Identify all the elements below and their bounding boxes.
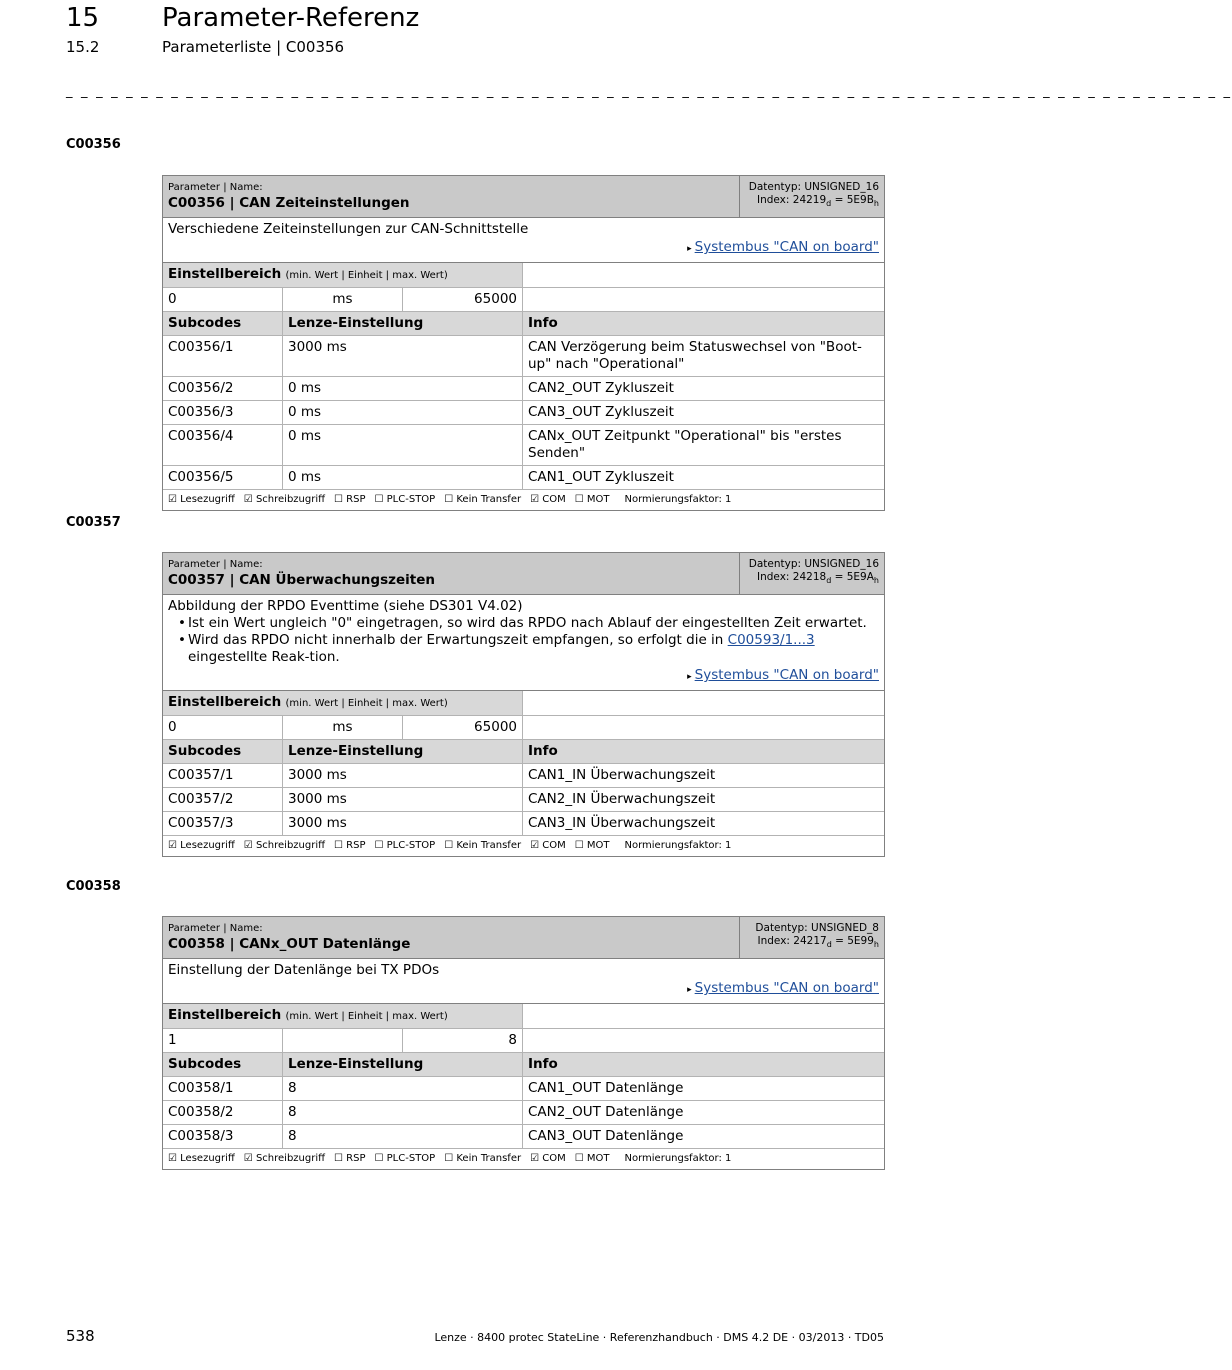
range-unit: ms [283,716,403,739]
link-arrow-icon: ▸ [687,672,692,682]
datatype: Datentyp: UNSIGNED_8 [755,922,879,934]
range-unit: ms [283,288,403,311]
access-flags: ☑ Lesezugriff ☑ Schreibzugriff ☐ RSP ☐ PLC-STOP ☐ Kein Transfer ☑ COM ☐ MOT Normierungsfaktor: 1 [168,494,732,505]
range-max: 65000 [403,288,523,311]
table-row: C00356/1 3000 ms CAN Verzögerung beim Statuswechsel von "Boot-up" nach "Operational" [163,336,884,377]
range-values [163,288,884,312]
range-values [163,1029,884,1053]
datatype: Datentyp: UNSIGNED_16 [748,558,879,570]
subcode-header-row: Subcodes Lenze-Einstellung Info [163,312,884,336]
section-number: 15.2 [66,38,100,56]
range-heading: Einstellbereich [168,694,282,710]
param-name-caption: Parameter | Name: [168,182,263,193]
table-row: C00358/2 8 CAN2_OUT Datenlänge [163,1101,884,1125]
range-values [163,716,884,740]
param-name: C00357 | CAN Überwachungszeiten [168,572,435,588]
param-anchor-label: C00357 [66,515,121,530]
table-row: C00358/1 8 CAN1_OUT Datenlänge [163,1077,884,1101]
systembus-link[interactable]: Systembus "CAN on board" [694,980,879,996]
table-row: C00357/1 3000 ms CAN1_IN Überwachungszeit [163,764,884,788]
table-row: C00357/3 3000 ms CAN3_IN Überwachungszeit [163,812,884,836]
chapter-number: 15 [66,3,100,33]
param-header [163,176,884,218]
param-header: Parameter | Name: C00357 | CAN Überwachungszeiten Datentyp: UNSIGNED_16 Index: $24218_d = 5E9A_h$ [163,553,884,595]
range-heading: Einstellbereich [168,266,282,282]
table-row: C00356/3 0 ms CAN3_OUT Zykluszeit [163,401,884,425]
header-divider: _ _ _ _ _ _ _ _ _ _ _ _ _ _ _ _ _ _ _ _ _ _ _ _ _ _ _ _ _ _ _ _ _ _ _ _ _ _ _ _ _ _ _ _ _ _ _ _ _ _ _ _ _ _ _ _ _ _ _ _ _ _ _ _ _ _ _ _ _ _ _ _ _ _ _ _ _ _ [66,84,1232,99]
param-name: C00356 | CAN Zeiteinstellungen [168,195,410,211]
page-footer: Lenze · 8400 protec StateLine · Referenzhandbuch · DMS 4.2 DE · 03/2013 · TD05 [434,1331,884,1344]
param-anchor-label: C00356 [66,137,121,152]
section-title: Parameterliste | C00356 [162,38,345,56]
param-header: Parameter | Name: C00358 | CANx_OUT Datenlänge Datentyp: UNSIGNED_8 Index: $24217_d = 5E99_h$ [163,917,884,959]
index: Index: $24219_d = 5E9B_h$ [756,194,879,209]
table-row: C00356/4 0 ms CANx_OUT Zeitpunkt "Operational" bis "erstes Senden" [163,425,884,466]
systembus-link[interactable]: Systembus "CAN on board" [694,667,879,683]
param-description: Abbildung der RPDO Eventtime (siehe DS301 V4.02) • Ist ein Wert ungleich "0" eingetragen, so wird das RPDO nach Ablauf der eingestellten Zeit erwartet. • Wird das RPDO nicht innerhalb der Erwartungszeit empfangen, so erfolgt die in C00593/1...3 eingestellte Reak-tion. ▸ Systembus "CAN on board" [163,595,884,691]
index: Index: $24217_d = 5E99_h$ [757,935,879,950]
subcode-header-row: Subcodes Lenze-Einstellung Info [163,740,884,764]
param-table-c00356: Parameter | Name: C00356 | CAN Zeiteinstellungen Datentyp: UNSIGNED_16 Index: $24219_d = 5E9B_h$ Verschiedene Zeiteinstellungen zur CAN-Schnittstelle ▸ Systembus "CAN on board" Einstellbereich (min. Wert | Einheit | max. Wert) 0 ms 65000 Subcodes Lenze-Einstellung Info C00356/1 3000 ms CAN Verzögerung beim Statuswechsel von "Boot-up" nach "Operational" C00356/2 0 ms CAN2_OUT Zykluszeit C00356/3 0 ms CAN3_OUT Zykluszeit C00356/4 0 ms CANx_OUT Zeitpunkt "Operational" bis "erstes Senden" C00356/5 0 ms CAN1_OUT Zykluszeit ☑ Lesezugriff ☑ Schreibzugriff ☐ RSP ☐ PLC-STOP ☐ Kein Transfer ☑ COM ☐ MOT Normierungsfaktor: 1 [162,175,885,511]
link-arrow-icon: ▸ [687,985,692,995]
index: Index: $24218_d = 5E9A_h$ [757,571,879,586]
subcode-header-row: Subcodes Lenze-Einstellung Info [163,1053,884,1077]
param-description: Verschiedene Zeiteinstellungen zur CAN-Schnittstelle ▸ Systembus "CAN on board" [163,218,884,263]
table-row: C00357/2 3000 ms CAN2_IN Überwachungszeit [163,788,884,812]
page-number: 538 [66,1327,95,1345]
table-row: C00356/2 0 ms CAN2_OUT Zykluszeit [163,377,884,401]
list-item: • Ist ein Wert ungleich "0" eingetragen, so wird das RPDO nach Ablauf der eingestellten Zeit erwartet. [178,615,879,632]
param-description: Einstellung der Datenlänge bei TX PDOs ▸ Systembus "CAN on board" [163,959,884,1004]
range-min: 0 [163,716,283,739]
range-min: 0 [163,288,283,311]
table-row: C00358/3 8 CAN3_OUT Datenlänge [163,1125,884,1149]
access-flags: ☑ Lesezugriff ☑ Schreibzugriff ☐ RSP ☐ PLC-STOP ☐ Kein Transfer ☑ COM ☐ MOT Normierungsfaktor: 1 [168,1153,732,1164]
list-item: • Wird das RPDO nicht innerhalb der Erwartungszeit empfangen, so erfolgt die in C00593/1...3 eingestellte Reak-tion. [178,632,879,666]
chapter-title: Parameter-Referenz [162,3,420,33]
param-table-c00358: Parameter | Name: C00358 | CANx_OUT Datenlänge Datentyp: UNSIGNED_8 Index: $24217_d = 5E99_h$ Einstellung der Datenlänge bei TX PDOs ▸ Systembus "CAN on board" Einstellbereich (min. Wert | Einheit | max. Wert) 1 8 Subcodes Lenze-Einstellung Info C00358/1 8 CAN1_OUT Datenlänge C00358/2 8 CAN2_OUT Datenlänge C00358/3 8 CAN3_OUT Datenlänge ☑ Lesezugriff ☑ Schreibzugriff ☐ RSP ☐ PLC-STOP ☐ Kein Transfer ☑ COM ☐ MOT Normierungsfaktor: 1 [162,916,885,1170]
range-max: 65000 [403,716,523,739]
param-name: C00358 | CANx_OUT Datenlänge [168,936,411,952]
param-table-c00357: Parameter | Name: C00357 | CAN Überwachungszeiten Datentyp: UNSIGNED_16 Index: $24218_d = 5E9A_h$ Abbildung der RPDO Eventtime (siehe DS301 V4.02) • Ist ein Wert ungleich "0" eingetragen, so wird das RPDO nach Ablauf der eingestellten Zeit erwartet. • Wird das RPDO nicht innerhalb der Erwartungszeit empfangen, so erfolgt die in C00593/1...3 eingestellte Reak-tion. ▸ Systembus "CAN on board" Einstellbereich (min. Wert | Einheit | max. Wert) 0 ms 65000 Subcodes Lenze-Einstellung Info C00357/1 3000 ms CAN1_IN Überwachungszeit C00357/2 3000 ms CAN2_IN Überwachungszeit C00357/3 3000 ms CAN3_IN Überwachungszeit ☑ Lesezugriff ☑ Schreibzugriff ☐ RSP ☐ PLC-STOP ☐ Kein Transfer ☑ COM ☐ MOT Normierungsfaktor: 1 [162,552,885,857]
range-unit [283,1029,403,1052]
datatype: Datentyp: UNSIGNED_16 [748,181,879,193]
link-arrow-icon: ▸ [687,244,692,254]
range-min: 1 [163,1029,283,1052]
systembus-link[interactable]: Systembus "CAN on board" [694,239,879,255]
range-heading: Einstellbereich [168,1007,282,1023]
access-flags: ☑ Lesezugriff ☑ Schreibzugriff ☐ RSP ☐ PLC-STOP ☐ Kein Transfer ☑ COM ☐ MOT Normierungsfaktor: 1 [168,840,732,851]
table-row: C00356/5 0 ms CAN1_OUT Zykluszeit [163,466,884,490]
c00593-link[interactable]: C00593/1...3 [727,632,815,648]
param-anchor-label: C00358 [66,879,121,894]
range-max: 8 [403,1029,523,1052]
